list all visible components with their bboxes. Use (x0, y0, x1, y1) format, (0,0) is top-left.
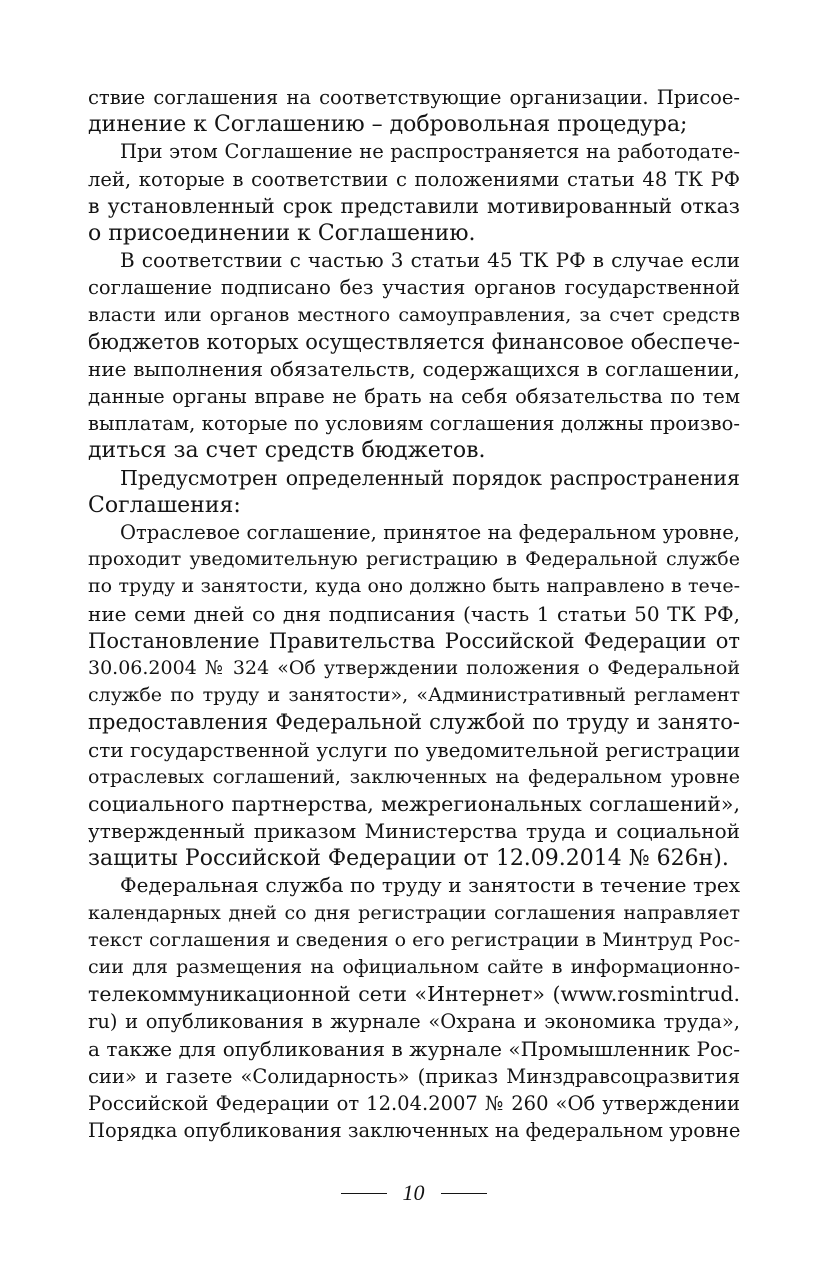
text-line: телекоммуникационной сети «Интернет» (www.rosmintrud. (88, 982, 740, 1007)
text-line: сти государственной услуги по уведомительной регистрации (88, 737, 741, 762)
page-body (88, 84, 740, 1144)
text-line: Соглашения: (88, 492, 241, 518)
page-number: 10 (402, 1180, 425, 1205)
text-line: отраслевых соглашений, заключенных на федеральном уровне (88, 765, 740, 788)
text-line: по труду и занятости, куда оно должно быть направлено в тече- (88, 575, 740, 598)
paragraph-1 (88, 84, 740, 138)
text-line: При этом Соглашение не распространяется на работодате- (120, 140, 740, 164)
text-line: а также для опубликования в журнале «Промышленник Рос- (88, 1036, 740, 1061)
paragraph-2 (88, 138, 740, 247)
text-line: выплатам, которые по условиям соглашения должны произво- (88, 412, 740, 436)
text-line: предоставления Федеральной службой по труду и занято- (88, 710, 740, 735)
text-line: Российской Федерации от 12.04.2007 № 260 «Об утверждении (88, 1091, 740, 1115)
text-line: утвержденный приказом Министерства труда и социальной (88, 819, 740, 844)
text-line: ru) и опубликования в журнале «Охрана и экономика труда», (88, 1010, 740, 1034)
paragraph-6 (88, 872, 740, 1144)
text-line: динение к Соглашению – добровольная процедура; (88, 112, 688, 138)
text-line: власти или органов местного самоуправления, за счет средств (88, 303, 740, 326)
text-line: ние семи дней со дня подписания (часть 1 статьи 50 ТК РФ, (88, 601, 740, 626)
text-line: проходит уведомительную регистрацию в Федеральной службе (88, 548, 740, 571)
text-line: социального партнерства, межрегиональных соглашений», (88, 791, 740, 816)
paragraph-4 (88, 465, 740, 519)
text-line: службе по труду и занятости», «Административный регламент (88, 684, 740, 707)
text-line: ствие соглашения на соответствующие организации. Присое- (88, 86, 740, 109)
text-line: Предусмотрен определенный порядок распространения (120, 465, 740, 490)
text-line: календарных дней со дня регистрации соглашения направляет (88, 901, 740, 924)
text-line: сии для размещения на официальном сайте в информационно- (88, 956, 740, 978)
text-line: ние выполнения обязательств, содержащихся в соглашении, (88, 356, 740, 381)
text-line: Порядка опубликования заключенных на федеральном уровне (88, 1119, 741, 1143)
text-line: в установленный срок представили мотивированный отказ (88, 193, 740, 218)
text-line: текст соглашения и сведения о его регистрации в Минтруд Рос- (88, 928, 740, 951)
text-line: Постановление Правительства Российской Федерации от (88, 628, 740, 653)
footer-rule-left (341, 1193, 387, 1194)
text-line: бюджетов которых осуществляется финансовое обеспече- (88, 329, 740, 354)
page-footer (0, 1180, 827, 1206)
text-line: Отраслевое соглашение, принятое на федеральном уровне, (120, 521, 740, 544)
text-line: данные органы вправе не брать на себя обязательства по тем (88, 385, 740, 409)
text-line: защиты Российской Федерации от 12.09.2014 № 626н). (88, 846, 729, 872)
footer-rule-right (441, 1193, 487, 1194)
paragraph-5 (88, 519, 740, 872)
text-line: Федеральная служба по труду и занятости в течение трех (120, 873, 740, 898)
text-line: В соответствии с частью 3 статьи 45 ТК РФ в случае если (120, 248, 740, 273)
text-line: диться за счет средств бюджетов. (88, 438, 486, 464)
text-line: сии» и газете «Солидарность» (приказ Минздравсоцразвития (88, 1064, 740, 1088)
text-line: соглашение подписано без участия органов государственной (88, 276, 740, 300)
text-line: о присоединении к Соглашению. (88, 220, 476, 246)
text-line: лей, которые в соответствии с положениями статьи 48 ТК РФ (88, 167, 740, 191)
paragraph-3 (88, 247, 740, 465)
text-line: 30.06.2004 № 324 «Об утверждении положения о Федеральной (88, 656, 740, 679)
